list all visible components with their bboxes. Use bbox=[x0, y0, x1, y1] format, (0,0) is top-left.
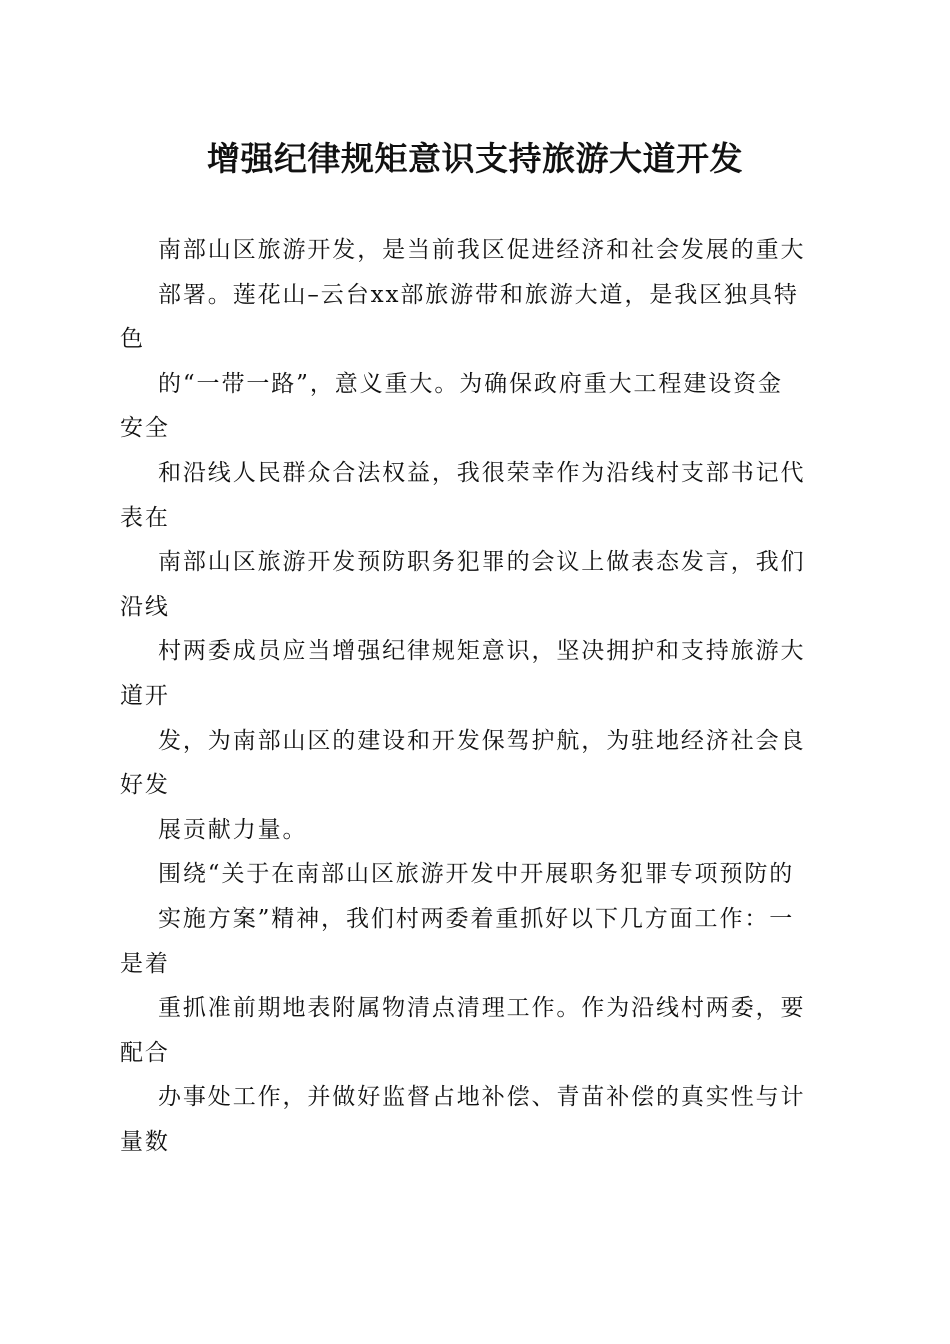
body-line: 围绕“关于在南部山区旅游开发中开展职务犯罪专项预防的 bbox=[158, 861, 795, 888]
body-line: 配合 bbox=[120, 1039, 170, 1066]
body-line: 沿线 bbox=[120, 593, 170, 620]
body-line: 部署。莲花山–云台xx部旅游带和旅游大道，是我区独具特 bbox=[158, 281, 799, 308]
body-line: 实施方案”精神，我们村两委着重抓好以下几方面工作：一 bbox=[158, 905, 795, 932]
document-body bbox=[120, 228, 825, 1164]
body-line: 的“一带一路”，意义重大。为确保政府重大工程建设资金 bbox=[158, 370, 783, 397]
body-line: 和沿线人民群众合法权益，我很荣幸作为沿线村支部书记代 bbox=[158, 459, 806, 486]
body-line: 办事处工作，并做好监督占地补偿、青苗补偿的真实性与计 bbox=[158, 1084, 806, 1111]
body-line: 发，为南部山区的建设和开发保驾护航，为驻地经济社会良 bbox=[158, 727, 806, 754]
body-line: 安全 bbox=[120, 415, 170, 442]
body-line: 是着 bbox=[120, 950, 170, 977]
body-line: 量数 bbox=[120, 1128, 170, 1155]
body-line: 好发 bbox=[120, 772, 170, 799]
body-line: 展贡献力量。 bbox=[158, 816, 308, 843]
body-line: 色 bbox=[120, 326, 145, 353]
body-line: 表在 bbox=[120, 504, 170, 531]
body-line: 南部山区旅游开发，是当前我区促进经济和社会发展的重大 bbox=[158, 237, 806, 263]
body-line: 重抓准前期地表附属物清点清理工作。作为沿线村两委，要 bbox=[158, 995, 806, 1022]
body-line: 道开 bbox=[120, 682, 170, 709]
document-title: 增强纪律规矩意识支持旅游大道开发 bbox=[207, 139, 743, 178]
body-line: 村两委成员应当增强纪律规矩意识，坚决拥护和支持旅游大 bbox=[158, 638, 806, 665]
body-line: 南部山区旅游开发预防职务犯罪的会议上做表态发言，我们 bbox=[158, 549, 806, 576]
